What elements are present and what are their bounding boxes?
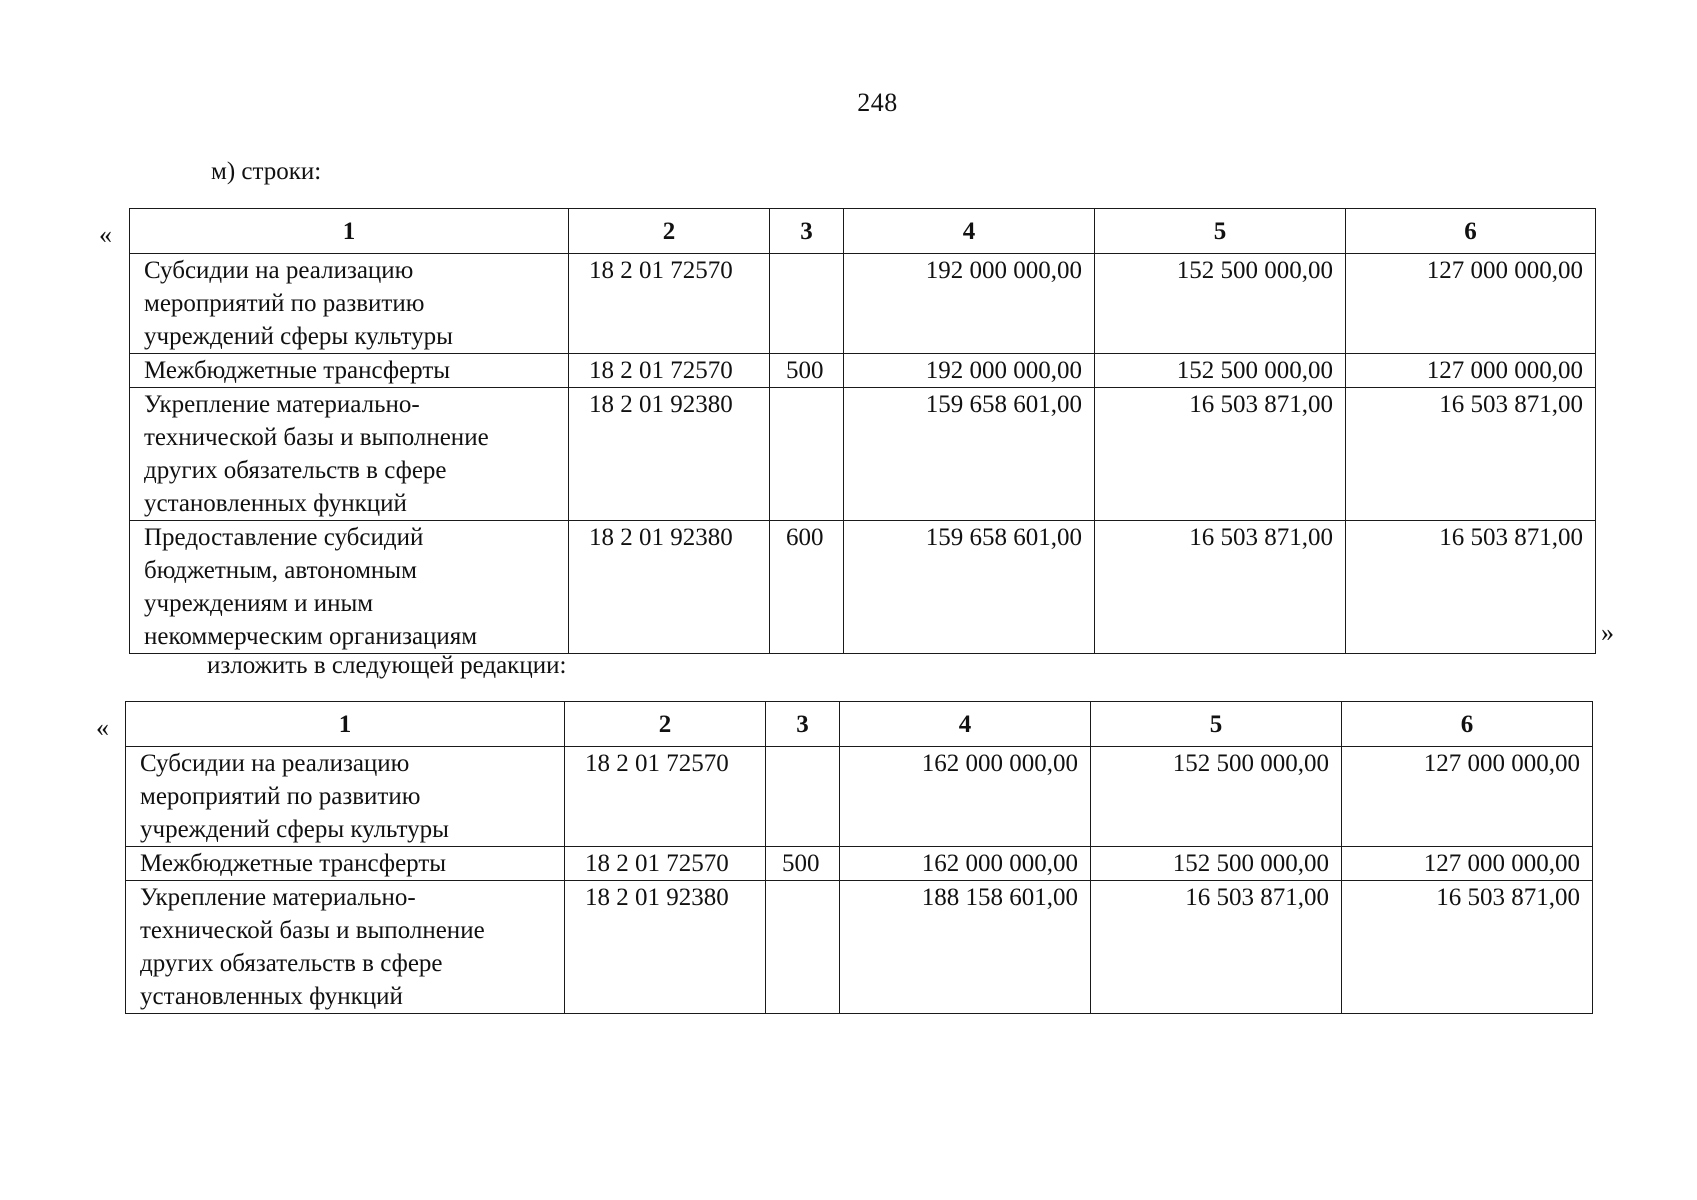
expense-type-cell: 500 — [766, 847, 840, 881]
table-row — [130, 354, 1596, 388]
table-row — [130, 521, 1596, 654]
table-row — [126, 847, 1593, 881]
row-name-line: учреждений сферы культуры — [140, 816, 449, 843]
amount-col-6-cell: 16 503 871,00 — [1342, 881, 1593, 1014]
row-name-line: установленных функций — [140, 983, 403, 1010]
expense-type-cell: 600 — [770, 521, 844, 654]
row-name-line: учреждениям и иным — [144, 590, 374, 617]
column-header-1: 1 — [130, 209, 569, 254]
column-header-6: 6 — [1346, 209, 1596, 254]
new-table-body — [126, 702, 1593, 1014]
row-name-cell — [130, 354, 569, 388]
row-name-cell — [126, 747, 565, 847]
column-header-1: 1 — [126, 702, 565, 747]
expense-type-cell — [766, 747, 840, 847]
row-name-line: некоммерческим организациям — [144, 623, 478, 650]
column-header-4: 4 — [840, 702, 1091, 747]
row-name-cell — [130, 388, 569, 521]
table-row — [130, 388, 1596, 521]
row-name-line: Субсидии на реализацию — [140, 750, 410, 777]
amount-col-5-cell: 16 503 871,00 — [1095, 388, 1346, 521]
expense-type-cell — [770, 254, 844, 354]
opening-quote-new: « — [96, 713, 109, 742]
table-row — [126, 881, 1593, 1014]
intro-text: м) строки: — [211, 158, 322, 185]
opening-quote-old: « — [99, 220, 112, 249]
column-header-3: 3 — [770, 209, 844, 254]
row-name-line: технической базы и выполнение — [140, 917, 485, 944]
page-number: 248 — [857, 88, 898, 117]
expense-type-cell — [770, 388, 844, 521]
column-header-5: 5 — [1095, 209, 1346, 254]
target-article-code-cell: 18 2 01 72570 — [565, 747, 766, 847]
row-name-line: Межбюджетные трансферты — [140, 850, 447, 877]
row-name-line: Межбюджетные трансферты — [144, 357, 451, 384]
amount-col-6-cell: 16 503 871,00 — [1346, 388, 1596, 521]
expense-type-cell — [766, 881, 840, 1014]
amount-col-4-cell: 162 000 000,00 — [840, 747, 1091, 847]
target-article-code-cell: 18 2 01 92380 — [569, 388, 770, 521]
amount-col-5-cell: 16 503 871,00 — [1091, 881, 1342, 1014]
amount-col-5-cell: 152 500 000,00 — [1091, 747, 1342, 847]
row-name-line: мероприятий по развитию — [144, 290, 425, 317]
middle-text: изложить в следующей редакции: — [207, 652, 567, 679]
header-row — [130, 209, 1596, 254]
amount-col-6-cell: 16 503 871,00 — [1346, 521, 1596, 654]
amount-col-4-cell: 159 658 601,00 — [844, 388, 1095, 521]
amount-col-5-cell: 152 500 000,00 — [1091, 847, 1342, 881]
amount-col-6-cell: 127 000 000,00 — [1346, 354, 1596, 388]
row-name-line: других обязательств в сфере — [144, 457, 447, 484]
table-row — [130, 254, 1596, 354]
amount-col-5-cell: 152 500 000,00 — [1095, 354, 1346, 388]
target-article-code-cell: 18 2 01 92380 — [569, 521, 770, 654]
amount-col-6-cell: 127 000 000,00 — [1342, 847, 1593, 881]
column-header-5: 5 — [1091, 702, 1342, 747]
column-header-6: 6 — [1342, 702, 1593, 747]
row-name-line: мероприятий по развитию — [140, 783, 421, 810]
column-header-2: 2 — [569, 209, 770, 254]
target-article-code-cell: 18 2 01 92380 — [565, 881, 766, 1014]
row-name-line: Укрепление материально- — [144, 391, 420, 418]
old-rows-table — [129, 208, 1596, 654]
target-article-code-cell: 18 2 01 72570 — [565, 847, 766, 881]
row-name-line: Предоставление субсидий — [144, 524, 424, 551]
amount-col-4-cell: 162 000 000,00 — [840, 847, 1091, 881]
column-header-3: 3 — [766, 702, 840, 747]
row-name-cell — [130, 521, 569, 654]
row-name-line: бюджетным, автономным — [144, 557, 417, 584]
expense-type-cell: 500 — [770, 354, 844, 388]
closing-quote-old: » — [1601, 618, 1614, 647]
old-table-body — [130, 209, 1596, 654]
amount-col-4-cell: 159 658 601,00 — [844, 521, 1095, 654]
row-name-line: других обязательств в сфере — [140, 950, 443, 977]
amount-col-4-cell: 192 000 000,00 — [844, 354, 1095, 388]
row-name-line: технической базы и выполнение — [144, 424, 489, 451]
target-article-code-cell: 18 2 01 72570 — [569, 254, 770, 354]
amount-col-5-cell: 152 500 000,00 — [1095, 254, 1346, 354]
header-row — [126, 702, 1593, 747]
amount-col-5-cell: 16 503 871,00 — [1095, 521, 1346, 654]
row-name-cell — [126, 881, 565, 1014]
column-header-2: 2 — [565, 702, 766, 747]
new-rows-table — [125, 701, 1593, 1014]
row-name-line: Субсидии на реализацию — [144, 257, 414, 284]
amount-col-4-cell: 192 000 000,00 — [844, 254, 1095, 354]
amount-col-6-cell: 127 000 000,00 — [1346, 254, 1596, 354]
row-name-line: учреждений сферы культуры — [144, 323, 453, 350]
table-row — [126, 747, 1593, 847]
row-name-cell — [130, 254, 569, 354]
amount-col-4-cell: 188 158 601,00 — [840, 881, 1091, 1014]
row-name-line: Укрепление материально- — [140, 884, 416, 911]
row-name-cell — [126, 847, 565, 881]
column-header-4: 4 — [844, 209, 1095, 254]
target-article-code-cell: 18 2 01 72570 — [569, 354, 770, 388]
row-name-line: установленных функций — [144, 490, 407, 517]
amount-col-6-cell: 127 000 000,00 — [1342, 747, 1593, 847]
